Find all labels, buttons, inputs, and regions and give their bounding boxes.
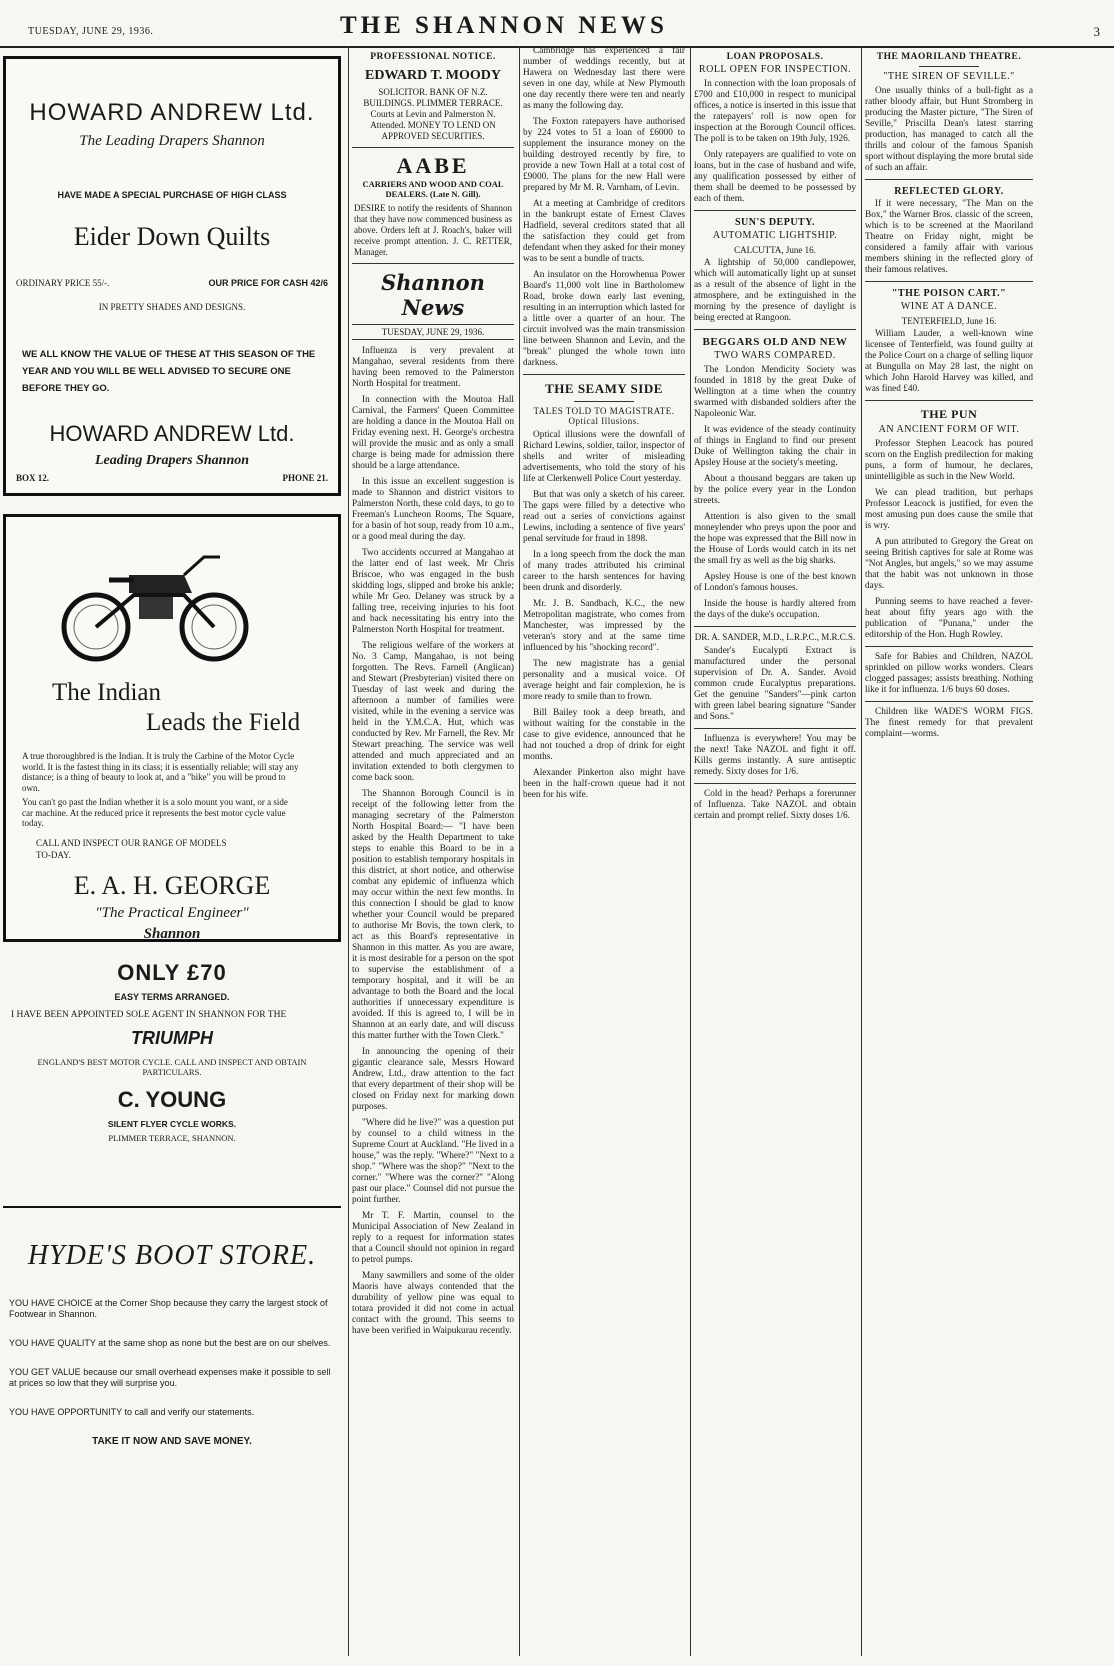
beggars-heading: BEGGARS OLD AND NEW <box>702 336 848 348</box>
news-paragraph: It was evidence of the steady continuity of things in England to find our present Duke of Wellington taking the chair in Apsley House at the society's meeting. <box>694 425 856 468</box>
pun-heading: THE PUN <box>920 407 978 421</box>
col2-articles <box>352 346 514 1337</box>
divider <box>574 401 634 402</box>
paper-date: TUESDAY, JUNE 29, 1936. <box>352 324 514 340</box>
aabe-body: DESIRE to notify the residents of Shannon that they have now commenced business as above. Orders left at J. Roach's, baker will receive prompt attention. J. C. RETTER, Manager. <box>354 203 512 257</box>
news-paragraph: Only ratepayers are qualified to vote on loans, but in the case of husband and wife, any qualification possessed by either of them shall be deemed to be possessed by each of them. <box>694 150 856 204</box>
glory-heading: REFLECTED GLORY. <box>894 186 1004 197</box>
divider <box>865 400 1033 401</box>
theatre-sub: "THE SIREN OF SEVILLE." <box>883 71 1015 82</box>
column-2 <box>352 46 514 1656</box>
news-paragraph: Mr. J. B. Sandbach, K.C., the new Metropolitan magistrate, who comes from Manchester, was impressed by the veteran's story and at the same time influenced by his "shocking record". <box>523 599 685 653</box>
poison-sub: WINE AT A DANCE. <box>900 301 998 312</box>
divider <box>694 329 856 330</box>
divider <box>919 66 979 67</box>
dealer-town: Shannon <box>143 925 201 942</box>
indian-heading-1: The Indian <box>52 679 161 706</box>
news-paragraph: Optical illusions were the downfall of Richard Lewins, soldier, tailor, inspector of shells and writer of misleading advertisements, who told the story of his life at Clerkenwell Police Court yesterday. <box>523 430 685 484</box>
divider <box>865 646 1033 647</box>
theatre-heading: THE MAORILAND THEATRE. <box>876 52 1022 62</box>
glory-article: If it were necessary, "The Man on the Box," the Warner Bros. classic of the screen, which is to be screened at the Maoriland Theatre on Friday night, might be considered a family affair with various members shining in the reflected glory of their famous relatives. <box>865 199 1033 275</box>
hyde-line: YOU HAVE QUALITY at the same shop as none but the best are on our shelves. <box>9 1338 331 1348</box>
news-paragraph: In announcing the opening of their gigantic clearance sale, Messrs Howard Andrew, Ltd., draw attention to the fact that every department of their shop will be closed on Friday next for marking down purposes. <box>352 1047 514 1112</box>
ordinary-price: ORDINARY PRICE 55/-. <box>16 278 110 288</box>
sander-article: Sander's Eucalypti Extract is manufactured under the personal supervision of Dr. A. Sander. Avoid common crude Eucalyptus preparations. Get the genuine "Sanders"—pink carton with green label bearing signature "Sander and Sons." <box>694 646 856 722</box>
dealer-name: E. A. H. GEORGE <box>73 870 271 900</box>
news-paragraph: About a thousand beggars are taken up by the police every year in the London streets. <box>694 474 856 506</box>
hyde-line: YOU HAVE OPPORTUNITY to call and verify our statements. <box>9 1407 255 1417</box>
news-paragraph: The new magistrate has a genial personality and a musical voice. Of average height and fair complexion, he is more ready to smile than to frown. <box>523 659 685 702</box>
news-paragraph: Punning seems to have reached a fever-heat about fifty years ago with the publication of "Punana," under the editorship of the Hon. Hugh Rowley. <box>865 597 1033 640</box>
news-paragraph: Inside the house is hardly altered from the days of the duke's occupation. <box>694 599 856 620</box>
hydes-boot-store-ad <box>3 1240 341 1656</box>
ad-brand: HOWARD ANDREW Ltd. <box>29 99 315 126</box>
ad-value-text: WE ALL KNOW THE VALUE OF THESE AT THIS SEASON OF THE YEAR AND YOU WILL BE WELL ADVISED TO SECURE ONE BEFORE THEY GO. <box>22 349 316 394</box>
news-paragraph: The religious welfare of the workers at No. 3 Camp, Mangahao, is not being forgotten. The Revs. Farnell (Anglican) and Stewart (Presbyterian) visited there on Tuesday of last week and during the afternoon a number of families were visited, while in the evening a service was held in the Y.M.C.A. Hut, which was conducted by Rev. Mr Farnell, the Rev. Mr Stewart preaching. The service was well attended and much appreciated and an invitation extended to both clergymen to come back soon. <box>352 641 514 783</box>
sander-heading: DR. A. SANDER, M.D., L.R.P.C., M.R.C.S. <box>694 632 856 642</box>
divider <box>865 179 1033 180</box>
ad-notice: HAVE MADE A SPECIAL PURCHASE OF HIGH CLASS <box>57 190 287 200</box>
column-rule <box>348 46 349 1656</box>
news-paragraph: "Where did he live?" was a question put by counsel to a child witness in the Supreme Court at Auckland. "He lived in a house," was the reply. "Where?" "Next to a shop." "Where was the shop?" "Next to the corner." "Where was the corner?" "Along past our place." Counsel did not pursue the point further. <box>352 1118 514 1205</box>
howard-andrew-ad <box>3 56 341 496</box>
indian-call: CALL AND INSPECT OUR RANGE OF MODELS TO-DAY. <box>36 837 227 860</box>
ad-prices <box>6 278 338 288</box>
news-paragraph: Professor Stephen Leacock has poured scorn on the English predilection for making puns, a form of humour, he declares, unintelligible as such in the New World. <box>865 439 1033 482</box>
aabe-title: AABE <box>396 153 470 178</box>
hyde-line: YOU HAVE CHOICE at the Corner Shop because they carry the largest stock of Footwear in Shannon. <box>9 1298 328 1319</box>
hyde-line: YOU GET VALUE because our small overhead expenses make it possible to sell at prices so low that they will surprise you. <box>9 1367 331 1388</box>
divider <box>694 210 856 211</box>
worms-ad: Children like WADE'S WORM FIGS. The finest remedy for that prevalent complaint—worms. <box>865 707 1033 739</box>
news-paragraph: Two accidents occurred at Mangahao at the latter end of last week. Mr Chris Briscoe, who was engaged in the bush skidding logs, slipped and broke his ankle; while Mr Geo. Delaney was struck by a falling tree, receiving injuries to his foot and back necessitating his entry into the Palmerston North Hospital for treatment. <box>352 548 514 635</box>
triumph-terms: EASY TERMS ARRANGED. <box>114 992 230 1002</box>
news-paragraph: Influenza is very prevalent at Mangahao, several residents from there having been removed to the Palmerston North Hospital for treatment. <box>352 346 514 389</box>
news-paragraph: In a long speech from the dock the man of many trades attributed his criminal career to the harsh sentences for having been drunk and disorderly. <box>523 550 685 593</box>
ads-column <box>0 46 345 1656</box>
triumph-ad <box>3 952 341 1192</box>
column-rule <box>861 46 862 1656</box>
influenza-ad: Influenza is everywhere! You may be the next! Take NAZOL and fight it off. Kills germs instantly. A sure antiseptic remedy. Sixty doses for 1/6. <box>694 734 856 777</box>
indian-body: A true thoroughbred is the Indian. It is truly the Carbine of the Motor Cycle world. It is the fastest thing in its class; it is essentially reliable; will stay any distance; is a thing of beauty to look at, and a "bike" you will be proud to own. <box>22 751 299 793</box>
page-number: 3 <box>1093 24 1100 39</box>
news-paragraph: An insulator on the Horowhenua Power Board's 11,000 volt line in Bartholomew Road, broke down early last evening, resulting in an interruption which lasted for a little over a quarter of an hour. The circuit involved was the main transmission line between Shannon and Levin, and the "break" plunged the whole town into darkness. <box>523 270 685 368</box>
sun-heading: SUN'S DEPUTY. <box>734 217 816 228</box>
young-name: C. YOUNG <box>117 1087 227 1112</box>
phone-number: PHONE 21. <box>282 473 328 483</box>
column-rule <box>519 46 520 1656</box>
poison-dateline: TENTERFIELD, June 16. <box>901 316 997 326</box>
pun-articles <box>865 439 1033 641</box>
paper-title: Shannon News <box>381 270 485 320</box>
seamy-articles <box>523 430 685 801</box>
ad-shades: IN PRETTY SHADES AND DESIGNS. <box>98 302 246 312</box>
news-paragraph: At a meeting at Cambridge of creditors in the bankrupt estate of Ernest Claves Hadfield, several creditors stated that all the satisfaction they could get from defendant when they asked for their money was to be sent a bundle of tracts. <box>523 199 685 264</box>
news-paragraph: The London Mendicity Society was founded in 1818 by the great Duke of Wellington at a time when the country swarmed with disbanded soldiers after the Napoleonic War. <box>694 365 856 419</box>
triumph-desc: ENGLAND'S BEST MOTOR CYCLE. CALL AND INSPECT AND OBTAIN PARTICULARS. <box>37 1057 307 1077</box>
divider <box>694 728 856 729</box>
hyde-lines <box>3 1298 341 1418</box>
column-rule <box>690 46 691 1656</box>
news-paragraph: A pun attributed to Gregory the Great on seeing British captives for sale at Rome was "Not Angles, but angels," so we may assume that the habit was not unknown in those days. <box>865 537 1033 591</box>
issue-date: TUESDAY, JUNE 29, 1936. <box>28 26 154 37</box>
news-paragraph: But that was only a sketch of his career. The gaps were filled by a detective who read out a series of convictions against Lewins, including a sentence of five years' penal servitude for fraud in 1898. <box>523 490 685 544</box>
pun-sub: AN ANCIENT FORM OF WIT. <box>878 424 1020 435</box>
loan-articles <box>694 79 856 205</box>
aabe-sub: CARRIERS AND WOOD AND COAL DEALERS. (Late N. Gill). <box>362 179 504 199</box>
col3-articles <box>523 46 685 369</box>
news-paragraph: Alexander Pinkerton also might have been in the half-crown queue had it not been for his wife. <box>523 768 685 800</box>
hyde-footer: TAKE IT NOW AND SAVE MONEY. <box>92 1436 252 1447</box>
divider <box>694 626 856 627</box>
moody-body: SOLICITOR. BANK OF N.Z. BUILDINGS. PLIMMER TERRACE. Courts at Levin and Palmerston N. Attended. MONEY TO LEND ON APPROVED SECURITIES. <box>363 87 503 141</box>
news-paragraph: The Shannon Borough Council is in receipt of the following letter from the managing secretary of the Palmerston North Hospital Board:— "I have been asked by the Health Department to take steps to enable this Board to be in a position to establish temporary hospitals in this district, at short notice, and otherwise combat any epidemic of influenza which may occur within the next few months. In this connection I should be glad to know whether your Council would be prepared to authorise Mr Bovis, the town clerk, to act as this Board's representative in Shannon in this matter. As you are aware, it is most desirable for a person on the spot to supervise the establishment of a temporary hospital, and it will be an advantage to both the Board and the local authorities if unnecessary expenditure is avoided. If this is agreed to, I will be in Shannon at an early date, and will discuss this matter further with the Town Clerk." <box>352 789 514 1041</box>
poison-heading: "THE POISON CART." <box>891 288 1007 299</box>
divider <box>352 147 514 148</box>
hyde-title: HYDE'S BOOT STORE. <box>27 1240 317 1271</box>
sun-dateline: CALCUTTA, June 16. <box>734 245 816 255</box>
safe-ad: Safe for Babies and Children, NAZOL sprinkled on pillow works wonders. Clears clogged passages; assists breathing. Nothing like it for influenza. 1/6 buys 60 doses. <box>865 652 1033 695</box>
motorcycle-illustration <box>54 535 254 665</box>
sun-sub: AUTOMATIC LIGHTSHIP. <box>712 230 838 241</box>
loan-sub: ROLL OPEN FOR INSPECTION. <box>698 64 852 75</box>
news-paragraph: Cambridge has experienced a fair number of weddings recently, but at Hawera on Wednesday last there were seven in one day, while at New Plymouth one day recently there were ten and nearly as many the following day. <box>523 46 685 111</box>
ad-contact <box>6 473 338 483</box>
news-paragraph: Apsley House is one of the best known of London's famous houses. <box>694 572 856 593</box>
news-paragraph: We can plead tradition, but perhaps Professor Leacock is justified, for even the most amusing pun does cause the smile that is wry. <box>865 488 1033 531</box>
ad-tagline: The Leading Drapers Shannon <box>79 133 265 149</box>
news-paragraph: Bill Bailey took a deep breath, and without waiting for the constable in the case to give evidence, announced that he had not touched a drop of drink for eight months. <box>523 708 685 762</box>
sun-article: A lightship of 50,000 candlepower, which will automatically light up at sunset as a result of the absence of light in the atmosphere, and be extinguished in the morning by the presence of daylight is being erected at Rangoon. <box>694 258 856 323</box>
prof-notice-heading: PROFESSIONAL NOTICE. <box>370 52 496 62</box>
cold-ad: Cold in the head? Perhaps a forerunner of Influenza. Take NAZOL and obtain certain and prompt relief. Sixty doses 1/6. <box>694 789 856 821</box>
divider <box>865 281 1033 282</box>
indian-body-2: You can't go past the Indian whether it is a solo mount you want, or a side car machine. At the reduced price it represents the best motor cycle value today. <box>22 797 288 828</box>
triumph-agent: I HAVE BEEN APPOINTED SOLE AGENT IN SHANNON FOR THE <box>11 1010 287 1020</box>
indian-motorcycle-ad <box>3 514 341 942</box>
ad-tagline-2: Leading Drapers Shannon <box>94 453 250 468</box>
seamy-heading: THE SEAMY SIDE <box>545 381 663 396</box>
masthead <box>0 10 1114 48</box>
divider <box>694 783 856 784</box>
newspaper-title: THE SHANNON NEWS <box>340 12 668 39</box>
theatre-article: One usually thinks of a bull-fight as a rather bloody affair, but Hunt Stromberg in producing the Master picture, "The Siren of Seville," Priscilla Dean's latest starring production, has managed to catch all the thrills and colour of the famous Spanish sport without displaying the more brutal side of such an affair. <box>865 86 1033 173</box>
dealer-tagline: "The Practical Engineer" <box>95 904 249 921</box>
moody-name: EDWARD T. MOODY <box>365 68 501 83</box>
indian-heading-2: Leads the Field <box>146 709 301 736</box>
news-paragraph: Many sawmillers and some of the older Maoris have always contended that the durability of yellow pine was equal to totara provided it did not come in actual contact with the ground. This seems to have been verified in Waipukurau recently. <box>352 1271 514 1336</box>
divider <box>865 701 1033 702</box>
news-paragraph: Attention is also given to the small moneylender who preys upon the poor and the hope was expressed that the Bill now in the House of Lords would catch in its net the small fry as well as the big sharks. <box>694 512 856 566</box>
cash-price: OUR PRICE FOR CASH 42/6 <box>208 278 328 288</box>
divider <box>352 263 514 264</box>
ad-divider <box>3 1206 341 1208</box>
young-works: SILENT FLYER CYCLE WORKS. <box>107 1119 237 1129</box>
beggars-articles <box>694 365 856 621</box>
divider <box>523 374 685 375</box>
seamy-sub: TALES TOLD TO MAGISTRATE. Optical Illusions. <box>533 406 675 426</box>
column-5 <box>865 46 1033 1656</box>
box-number: BOX 12. <box>16 473 50 483</box>
poison-article: William Lauder, a well-known wine licensee of Tenterfield, was found guilty at the Police Court on a charge of selling liquor at Bungulla on May 28 last, the night on which John Harold Harvey was killed, and was fined £40. <box>865 329 1033 394</box>
column-4 <box>694 46 856 1656</box>
column-3 <box>523 46 685 1656</box>
beggars-sub: TWO WARS COMPARED. <box>714 350 836 361</box>
news-paragraph: In connection with the Moutoa Hall Carnival, the Farmers' Queen Committee are holding a dance in the Moutoa Hall on Friday evening next. H. George's orchestra will provide the music and as only a small charge is being made for admission there should be a large attendance. <box>352 395 514 471</box>
news-paragraph: In connection with the loan proposals of £700 and £10,000 in respect to municipal offices, a notice is inserted in this issue that the ratepayers' roll is now open for inspection at the Borough Council offices. The poll is to be taken on 19th July, 1926. <box>694 79 856 144</box>
triumph-brand: TRIUMPH <box>131 1028 213 1048</box>
ad-brand-2: HOWARD ANDREW Ltd. <box>49 421 295 446</box>
news-paragraph: Mr T. F. Martin, counsel to the Municipal Association of New Zealand in reply to a request for information states that a Council should not opinion in regard to petrol pumps. <box>352 1211 514 1265</box>
ad-product: Eider Down Quilts <box>73 222 271 251</box>
young-address: PLIMMER TERRACE, SHANNON. <box>108 1133 236 1143</box>
news-paragraph: In this issue an excellent suggestion is made to Shannon and district visitors to Palmerston North, these cold days, to go to Freeman's Luncheon Rooms, The Square, for a basin of hot soup, ready from 10 a.m., or a good meal during the day. <box>352 477 514 542</box>
news-paragraph: The Foxton ratepayers have authorised by 224 votes to 51 a loan of £6000 to supplement the insurance money on the building destroyed recently by fire, to provide a new Town Hall at a total cost of £9000. The plans for the new Hall were prepared by Mr M. R. Varnham, of Levin. <box>523 117 685 193</box>
triumph-price: ONLY £70 <box>117 960 227 985</box>
loan-heading: LOAN PROPOSALS. <box>726 52 824 62</box>
